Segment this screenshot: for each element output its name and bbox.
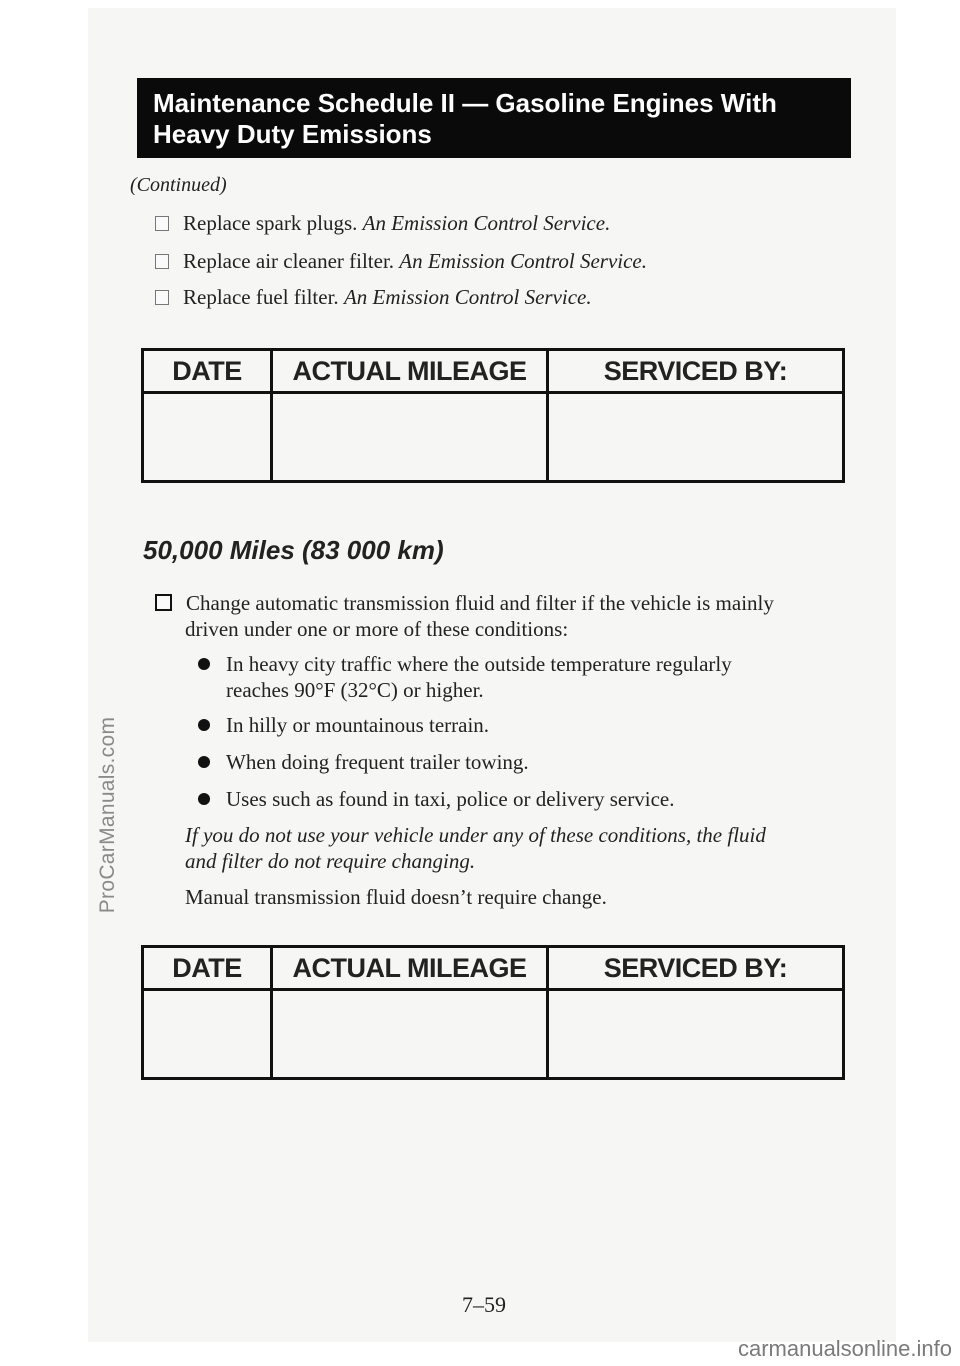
service-log-table — [141, 945, 845, 1080]
continued-label: (Continued) — [130, 174, 227, 196]
service-log-table — [141, 348, 845, 483]
date-column-header: DATE — [143, 350, 272, 393]
main-item-line-1: Change automatic transmission fluid and filter if the vehicle is mainly — [186, 591, 774, 615]
manual-transmission-note: Manual transmission fluid doesn’t require change. — [185, 885, 607, 909]
list-item — [198, 712, 489, 738]
checkbox-icon[interactable] — [155, 594, 172, 611]
bullet-icon — [198, 658, 210, 670]
bullet-text-line: In hilly or mountainous terrain. — [226, 713, 490, 737]
checkbox-icon[interactable] — [155, 290, 169, 305]
checklist-note: An Emission Control Service. — [399, 249, 647, 273]
checklist-item — [155, 211, 610, 236]
checklist-text: Replace fuel filter. — [183, 285, 339, 309]
serviced-by-column-header: SERVICED BY: — [548, 350, 844, 393]
checklist-item — [155, 285, 592, 310]
list-item — [198, 651, 732, 703]
mileage-cell[interactable] — [272, 393, 548, 482]
section-header — [137, 78, 851, 158]
mileage-cell[interactable] — [272, 990, 548, 1079]
header-line-1: Maintenance Schedule II — Gasoline Engines With — [153, 88, 777, 118]
date-cell[interactable] — [143, 990, 272, 1079]
table-header-row — [143, 947, 844, 990]
header-line-2: Heavy Duty Emissions — [153, 119, 432, 149]
mileage-column-header: ACTUAL MILEAGE — [272, 947, 548, 990]
mileage-column-header: ACTUAL MILEAGE — [272, 350, 548, 393]
checklist-note: An Emission Control Service. — [362, 211, 611, 235]
mileage-heading: 50,000 Miles (83 000 km) — [143, 535, 444, 565]
bullet-text-line: In heavy city traffic where the outside temperature regularly — [226, 652, 732, 676]
side-watermark: ProCarManuals.com — [96, 716, 119, 914]
main-checklist-item — [155, 590, 774, 616]
footer-watermark: carmanualsonline.info — [737, 1336, 952, 1361]
condition-note-line-1: If you do not use your vehicle under any of these conditions, the fluid — [185, 823, 766, 847]
main-item-line-2: driven under one or more of these conditions: — [185, 617, 569, 641]
list-item — [198, 786, 674, 812]
table-row — [143, 990, 844, 1079]
table-row — [143, 393, 844, 482]
serviced-by-column-header: SERVICED BY: — [548, 947, 844, 990]
bullet-text-line: reaches 90°F (32°C) or higher. — [226, 678, 484, 702]
list-item — [198, 749, 529, 775]
checkbox-icon[interactable] — [155, 254, 169, 269]
checklist-item — [155, 249, 647, 274]
condition-note-line-2: and filter do not require changing. — [185, 849, 476, 873]
bullet-text-line: When doing frequent trailer towing. — [226, 750, 529, 774]
checklist-text: Replace spark plugs. — [183, 211, 358, 235]
page-number: 7–59 — [462, 1292, 506, 1317]
serviced-by-cell[interactable] — [548, 393, 844, 482]
bullet-icon — [198, 793, 210, 805]
checklist-text: Replace air cleaner filter. — [183, 249, 395, 273]
serviced-by-cell[interactable] — [548, 990, 844, 1079]
date-column-header: DATE — [143, 947, 272, 990]
table-header-row — [143, 350, 844, 393]
checklist-note: An Emission Control Service. — [343, 285, 592, 309]
date-cell[interactable] — [143, 393, 272, 482]
bullet-icon — [198, 756, 210, 768]
bullet-text-line: Uses such as found in taxi, police or delivery service. — [226, 787, 675, 811]
bullet-icon — [198, 719, 210, 731]
checkbox-icon[interactable] — [155, 216, 169, 231]
